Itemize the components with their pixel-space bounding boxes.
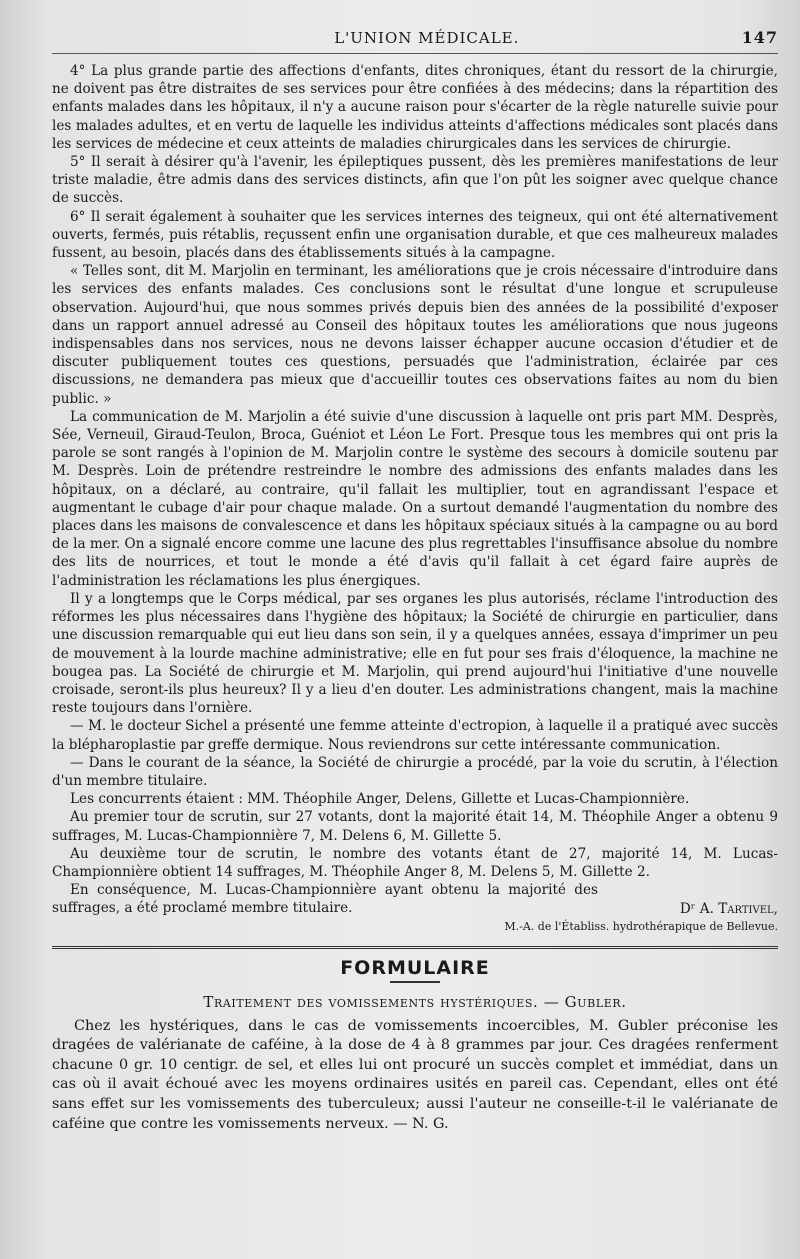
paragraph-discussion: La communication de M. Marjolin a été suivie d'une discussion à laquelle ont pris part MM. Desprès, Sée, Verneuil, Giraud-Teulon, Broca, Guéniot et Léon Le Fort. Presque tous les membres qui ont pris la parole se sont rangés à l'opinion de M. Marjolin contre le système des secours à domicile soutenu par M. Desprès. Loin de prétendre restreindre le nombre des admissions des enfants malades dans les hôpitaux, on a déclaré, au contraire, qu'il fallait les multiplier, tout en agrandissant l'espace et augmentant le cubage d'air pour chaque malade. On a surtout demandé l'augmentation du nombre des places dans les maisons de convalescence et dans les hôpitaux spéciaux situés à la campagne ou au bord de la mer. On a signalé encore comme une lacune des plus regrettables l'insuffisance absolue du nombre des lits de nourrices, et tout le monde a été d'avis qu'il fallait à cet égard faire auprès de l'administration les réclamations les plus énergiques. — [52, 408, 778, 589]
formulaire-body — [52, 1017, 778, 1135]
paragraph-point-6: 6° Il serait également à souhaiter que les services internes des teigneux, qui ont été alternativement ouverts, fermés, puis rétablis, reçussent enfin une organisation durable, et que ces malheureux malades fussent, au besoin, placés dans des établissements situés à la campagne. — [52, 208, 778, 262]
paragraph-second-round: Au deuxième tour de scrutin, le nombre des votants étant de 27, majorité 14, M. Lucas-Championnière obtient 14 suffrages, M. Théophile Anger 8, M. Delens 5, M. Gillette 2. — [52, 845, 778, 880]
paragraph-point-4: 4° La plus grande partie des affections d'enfants, dites chroniques, étant du ressort de la chirurgie, ne doivent pas être distraites de ses services pour être confiées à des médecins; dans la répartition des enfants malades dans les hôpitaux, il n'y a aucune raison pour s'écarter de la règle naturelle suivie pour les malades adultes, et en vertu de laquelle les individus atteints d'affections médicales sont placés dans les services de médecine et ceux atteints de maladies chirurgicales dans les services de chirurgie. — [52, 63, 778, 152]
journal-title: L'UNION MÉDICALE. — [334, 29, 520, 47]
page-number: 147 — [741, 28, 778, 47]
section-divider — [52, 946, 778, 949]
running-head — [52, 28, 778, 54]
paragraph-point-5: 5° Il serait à désirer qu'à l'avenir, les épileptiques pussent, dès les premières manifestations de leur triste maladie, être admis dans des services distincts, afin que l'on pût les soigner avec quelque chance de succès. — [52, 154, 778, 207]
author-affiliation: M.-A. de l'Établiss. hydrothérapique de Bellevue. — [504, 919, 778, 933]
paragraph-reforms: Il y a longtemps que le Corps médical, par ses organes les plus autorisés, réclame l'introduction des réformes les plus nécessaires dans l'hygiène des hôpitaux; la Société de chirurgie en particulier, dans une discussion remarquable qui eut lieu dans son sein, il y a quelques années, essaya d'imprimer un peu de mouvement à la lourde machine administrative; elle en fut pour ses frais d'éloquence, la machine ne bougea pas. La Société de chirurgie et M. Marjolin, qui prend aujourd'hui l'initiative d'une nouvelle croisade, seront-ils plus heureux? Il y a lieu d'en douter. Les administrations changent, mais la machine reste toujours dans l'ornière. — [52, 590, 778, 717]
article-body — [52, 62, 778, 936]
heading-dash — [390, 981, 440, 983]
paragraph-candidates: Les concurrents étaient : MM. Théophile Anger, Delens, Gillette et Lucas-Championnière. — [70, 791, 690, 808]
formulaire-subheading: Traitement des vomissements hystériques. — Gubler. — [203, 992, 627, 1011]
paragraph-election: — Dans le courant de la séance, la Société de chirurgie a procédé, par la voie du scrutin, à l'élection d'un membre titulaire. — [52, 754, 778, 789]
author-signature: Dʳ A. Tartivel, — [679, 900, 778, 917]
formulaire-heading: FORMULAIRE — [340, 956, 490, 979]
formulaire-text: Chez les hystériques, dans le cas de vomissements incoercibles, M. Gubler préconise les dragées de valérianate de caféine, à la dose de 4 à 8 grammes par jour. Ces dragées renferment chacune 0 gr. 10 centigr. de sel, et elles lui ont procuré un succès complet et immédiat, dans un cas où il avait échoué avec les moyens ordinaires usités en pareil cas. Cependant, elles ont été sans effet sur les vomissements des tuberculeux; aussi l'auteur ne conseille-t-il le valérianate de caféine que contre les vomissements nerveux. — N. G. — [52, 1017, 778, 1132]
paragraph-result: En conséquence, M. Lucas-Championnière ayant obtenu la majorité des suffrages, a été proclamé membre titulaire. — [52, 882, 598, 917]
paragraph-first-round: Au premier tour de scrutin, sur 27 votants, dont la majorité était 14, M. Théophile Anger a obtenu 9 suffrages, M. Lucas-Championnière 7, M. Delens 6, M. Gillette 5. — [52, 809, 778, 844]
paragraph-sichel: — M. le docteur Sichel a présenté une femme atteinte d'ectropion, à laquelle il a pratiqué avec succès la blépharoplastie par greffe dermique. Nous reviendrons sur cette intéressante communication. — [52, 718, 778, 753]
paragraph-marjolin-conclusion: « Telles sont, dit M. Marjolin en terminant, les améliorations que je crois nécessaire d'introduire dans les services des enfants malades. Ces conclusions sont le résultat d'une longue et scrupuleuse observation. Aujourd'hui, que nous sommes privés depuis bien des années de la possibilité d'exposer dans un rapport annuel adressé au Conseil des hôpitaux toutes les améliorations que nous jugeons indispensables dans nos services, nous ne devons laisser échapper aucune occasion d'étudier et de discuter publiquement toutes ces questions, persuadés que l'administration, éclairée par ces discussions, ne demandera pas mieux que d'accueillir toutes ces observations faites au nom du bien public. » — [52, 263, 778, 407]
